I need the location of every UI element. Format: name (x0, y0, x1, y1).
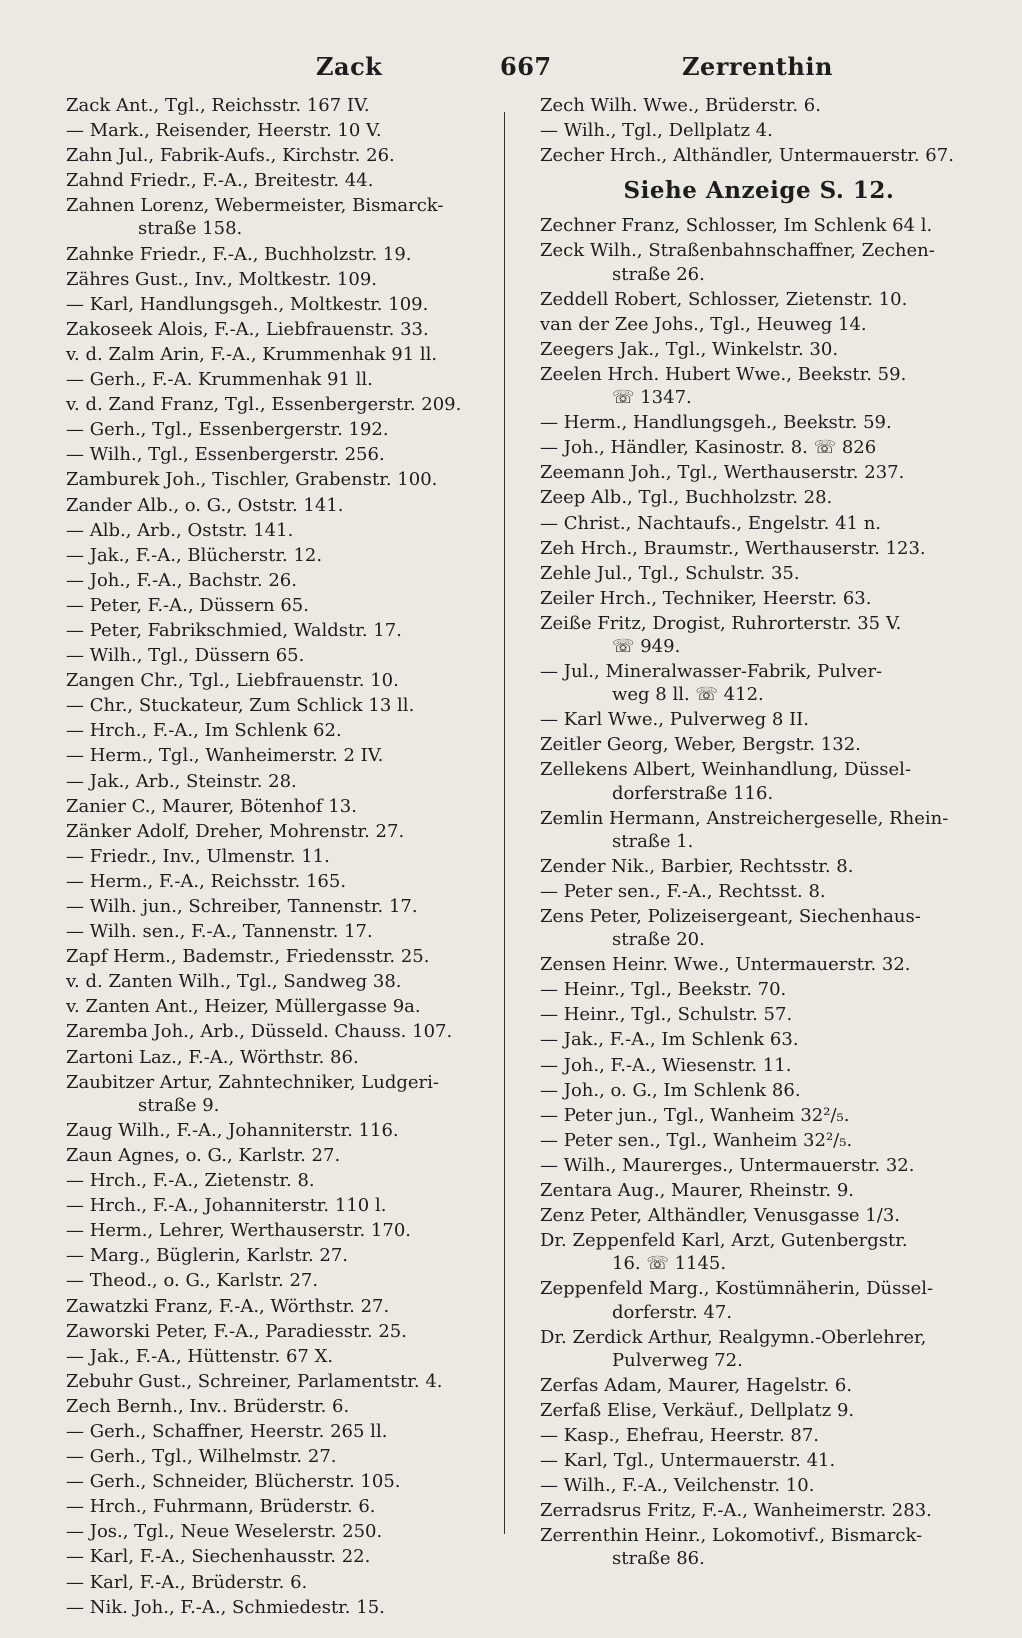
entry-main-line: — Wilh., Maurerges., Untermauerstr. 32. (540, 1154, 915, 1176)
directory-entry (66, 1596, 504, 1619)
directory-entry (66, 1269, 504, 1292)
directory-entry (66, 594, 504, 617)
directory-entry (66, 1219, 504, 1242)
directory-entry (66, 770, 504, 793)
entry-main-line: Zecher Hrch., Althändler, Untermauerstr. 67. (540, 145, 954, 167)
entry-main-line: — Peter sen., F.-A., Rechtsst. 8. (540, 880, 826, 902)
directory-entry (66, 1046, 504, 1069)
directory-entry (540, 612, 978, 658)
entry-main-line: — Herm., F.-A., Reichsstr. 165. (66, 870, 347, 892)
entry-main-line: Zack Ant., Tgl., Reichsstr. 167 IV. (66, 95, 370, 116)
directory-entry (540, 1003, 978, 1026)
entry-continuation-line: straße 158. (138, 218, 243, 240)
entry-main-line: — Mark., Reisender, Heerstr. 10 V. (66, 120, 382, 142)
entry-continuation-line: straße 86. (612, 1548, 705, 1570)
entry-main-line: Zechner Franz, Schlosser, Im Schlenk 64 l. (540, 215, 933, 237)
directory-entry (540, 119, 978, 142)
directory-entry (540, 1179, 978, 1202)
entry-main-line: Zerfas Adam, Maurer, Hagelstr. 6. (540, 1374, 853, 1396)
directory-entry (66, 1144, 504, 1167)
right-column-top (540, 94, 978, 167)
directory-entry (540, 1374, 978, 1397)
entry-main-line: — Nik. Joh., F.-A., Schmiedestr. 15. (66, 1596, 385, 1618)
directory-entry (540, 807, 978, 853)
entry-main-line: Zahnd Friedr., F.-A., Breitestr. 44. (66, 170, 374, 192)
directory-entry (540, 1474, 978, 1497)
directory-entry (66, 343, 504, 366)
directory-entry (66, 694, 504, 717)
entry-main-line: Zaun Agnes, o. G., Karlstr. 27. (66, 1144, 341, 1166)
entry-main-line: Zaug Wilh., F.-A., Johanniterstr. 116. (66, 1119, 399, 1141)
entry-main-line: Zeep Alb., Tgl., Buchholzstr. 28. (540, 487, 833, 509)
directory-entry (66, 468, 504, 491)
entry-main-line: v. d. Zalm Arin, F.-A., Krummenhak 91 ll. (66, 343, 438, 365)
entry-main-line: — Hrch., F.-A., Im Schlenk 62. (66, 720, 342, 742)
entry-continuation-line: Pulverweg 72. (612, 1349, 743, 1371)
directory-entry (66, 970, 504, 993)
directory-entry (66, 1571, 504, 1594)
entry-main-line: — Heinr., Tgl., Beekstr. 70. (540, 979, 787, 1001)
directory-entry (66, 393, 504, 416)
entry-main-line: Zapf Herm., Bademstr., Friedensstr. 25. (66, 946, 430, 968)
entry-main-line: — Joh., o. G., Im Schlenk 86. (540, 1079, 801, 1101)
entry-main-line: — Hrch., Fuhrmann, Brüderstr. 6. (66, 1496, 376, 1518)
directory-entry (66, 293, 504, 316)
right-column-bottom (540, 214, 978, 1570)
advert-notice: Siehe Anzeige S. 12. (623, 177, 895, 205)
directory-entry (540, 537, 978, 560)
directory-entry (66, 820, 504, 843)
entry-main-line: v. Zanten Ant., Heizer, Müllergasse 9a. (66, 996, 421, 1018)
entry-main-line: — Gerh., Tgl., Essenbergerstr. 192. (66, 419, 389, 441)
entry-main-line: — Karl Wwe., Pulverweg 8 II. (540, 709, 810, 731)
entry-main-line: — Karl, F.-A., Brüderstr. 6. (66, 1571, 308, 1593)
entry-main-line: — Theod., o. G., Karlstr. 27. (66, 1270, 319, 1292)
entry-continuation-line: straße 1. (612, 830, 694, 852)
directory-entry (66, 1495, 504, 1518)
entry-main-line: Zerradsrus Fritz, F.-A., Wanheimerstr. 283. (540, 1500, 932, 1522)
entry-main-line: — Wilh. sen., F.-A., Tannenstr. 17. (66, 921, 373, 943)
entry-main-line: — Jul., Mineralwasser-Fabrik, Pulver- (540, 661, 883, 683)
entry-main-line: Zeegers Jak., Tgl., Winkelstr. 30. (540, 338, 839, 360)
entry-main-line: — Karl, Tgl., Untermauerstr. 41. (540, 1450, 836, 1472)
entry-main-line: Zaremba Joh., Arb., Düsseld. Chauss. 107. (66, 1021, 453, 1043)
entry-main-line: — Wilh., Tgl., Essenbergerstr. 256. (66, 444, 385, 466)
entry-main-line: Zahnke Friedr., F.-A., Buchholzstr. 19. (66, 243, 412, 265)
entry-continuation-line: dorferstraße 116. (612, 782, 774, 804)
directory-entry (66, 895, 504, 918)
directory-entry (540, 486, 978, 509)
directory-entry (540, 1229, 978, 1275)
entry-main-line: — Herm., Tgl., Wanheimerstr. 2 IV. (66, 745, 384, 767)
directory-entry (66, 669, 504, 692)
directory-entry (540, 758, 978, 804)
entry-main-line: — Wilh., Tgl., Dellplatz 4. (540, 120, 773, 142)
entry-continuation-line: straße 20. (612, 929, 705, 951)
entry-main-line: — Jak., F.-A., Hüttenstr. 67 X. (66, 1345, 334, 1367)
directory-entry (540, 880, 978, 903)
entry-main-line: Zänker Adolf, Dreher, Mohrenstr. 27. (66, 820, 405, 842)
entry-main-line: Zangen Chr., Tgl., Liebfrauenstr. 10. (66, 670, 399, 692)
directory-entry (540, 1524, 978, 1570)
directory-entry (66, 1545, 504, 1568)
entry-main-line: Zender Nik., Barbier, Rechtsstr. 8. (540, 855, 854, 877)
entry-main-line: Zeelen Hrch. Hubert Wwe., Beekstr. 59. (540, 363, 907, 385)
entry-main-line: — Marg., Büglerin, Karlstr. 27. (66, 1245, 349, 1267)
entry-main-line: — Friedr., Inv., Ulmenstr. 11. (66, 845, 330, 867)
entry-main-line: — Jos., Tgl., Neue Weselerstr. 250. (66, 1521, 383, 1543)
directory-entry (540, 461, 978, 484)
entry-main-line: — Gerh., Tgl., Wilhelmstr. 27. (66, 1446, 337, 1468)
entry-main-line: Zenz Peter, Althändler, Venusgasse 1/3. (540, 1205, 900, 1227)
entry-main-line: Zeh Hrch., Braumstr., Werthauserstr. 123. (540, 537, 926, 559)
entry-main-line: Dr. Zerdick Arthur, Realgymn.-Oberlehrer, (540, 1326, 927, 1348)
directory-entry (540, 733, 978, 756)
directory-entry (66, 569, 504, 592)
entry-main-line: Zahn Jul., Fabrik-Aufs., Kirchstr. 26. (66, 145, 395, 167)
entry-main-line: Zemlin Hermann, Anstreichergeselle, Rhein- (540, 807, 949, 829)
directory-entry (66, 1370, 504, 1393)
entry-main-line: — Joh., F.-A., Wiesenstr. 11. (540, 1054, 792, 1076)
entry-main-line: — Kasp., Ehefrau, Heerstr. 87. (540, 1424, 820, 1446)
directory-entry (540, 338, 978, 361)
entry-main-line: Zartoni Laz., F.-A., Wörthstr. 86. (66, 1046, 359, 1068)
directory-entry (540, 239, 978, 285)
entry-main-line: Zaubitzer Artur, Zahntechniker, Ludgeri- (66, 1071, 439, 1093)
directory-entry (66, 845, 504, 868)
header-right-word: Zerrenthin (682, 52, 833, 81)
entry-main-line: Zander Alb., o. G., Oststr. 141. (66, 494, 344, 516)
page-header (66, 52, 978, 94)
entry-main-line: Zentara Aug., Maurer, Rheinstr. 9. (540, 1180, 854, 1202)
directory-entry (66, 870, 504, 893)
directory-entry (540, 1028, 978, 1051)
directory-entry (540, 1129, 978, 1152)
directory-entry (540, 288, 978, 311)
directory-entry (540, 905, 978, 951)
directory-entry (66, 744, 504, 767)
entry-main-line: — Jak., F.-A., Blücherstr. 12. (66, 544, 323, 566)
directory-entry (66, 418, 504, 441)
entry-main-line: — Joh., Händler, Kasinostr. 8. ☏ 826 (540, 437, 877, 459)
directory-entry (66, 1320, 504, 1343)
entry-main-line: — Wilh. jun., Schreiber, Tannenstr. 17. (66, 896, 418, 917)
entry-main-line: — Wilh., Tgl., Düssern 65. (66, 645, 305, 667)
directory-entry (540, 144, 978, 167)
directory-entry (66, 119, 504, 142)
entry-main-line: — Herm., Lehrer, Werthauserstr. 170. (66, 1220, 411, 1242)
directory-entry (66, 1071, 504, 1117)
entry-main-line: — Hrch., F.-A., Zietenstr. 8. (66, 1170, 315, 1192)
entry-main-line: — Peter jun., Tgl., Wanheim 32²/₅. (540, 1104, 850, 1126)
entry-main-line: Zeddell Robert, Schlosser, Zietenstr. 10. (540, 288, 908, 310)
entry-main-line: Zech Bernh., Inv.. Brüderstr. 6. (66, 1395, 350, 1417)
entry-main-line: — Peter sen., Tgl., Wanheim 32²/₅. (540, 1129, 853, 1151)
entry-main-line: Zebuhr Gust., Schreiner, Parlamentstr. 4. (66, 1370, 443, 1392)
entry-main-line: — Jak., Arb., Steinstr. 28. (66, 770, 297, 792)
entry-main-line: — Wilh., F.-A., Veilchenstr. 10. (540, 1475, 815, 1497)
directory-entry (66, 544, 504, 567)
directory-entry (66, 1169, 504, 1192)
entry-main-line: — Heinr., Tgl., Schulstr. 57. (540, 1004, 793, 1026)
directory-entry (540, 1104, 978, 1127)
directory-entry (66, 94, 504, 117)
directory-entry (540, 1326, 978, 1372)
entry-main-line: Zeitler Georg, Weber, Bergstr. 132. (540, 734, 861, 756)
directory-entry (66, 194, 504, 240)
entry-main-line: Zellekens Albert, Weinhandlung, Düssel- (540, 759, 912, 781)
directory-entry (540, 1204, 978, 1227)
directory-entry (540, 660, 978, 706)
entry-main-line: Zech Wilh. Wwe., Brüderstr. 6. (540, 95, 821, 116)
directory-entry (66, 144, 504, 167)
entry-main-line: — Gerh., F.-A. Krummenhak 91 ll. (66, 369, 373, 391)
column-divider (504, 112, 505, 1534)
directory-entry (66, 945, 504, 968)
entry-main-line: v. d. Zand Franz, Tgl., Essenbergerstr. 209. (66, 394, 462, 416)
directory-entry (540, 411, 978, 434)
directory-entry (66, 920, 504, 943)
directory-entry (540, 1499, 978, 1522)
entry-main-line: — Karl, F.-A., Siechenhausstr. 22. (66, 1546, 371, 1568)
directory-entry (66, 1345, 504, 1368)
entry-main-line: — Gerh., Schneider, Blücherstr. 105. (66, 1471, 401, 1493)
directory-entry (540, 953, 978, 976)
entry-main-line: Zeppenfeld Marg., Kostümnäherin, Düssel- (540, 1278, 934, 1300)
directory-entry (540, 708, 978, 731)
entry-continuation-line: ☏ 1347. (612, 387, 692, 409)
directory-entry (66, 243, 504, 266)
entry-main-line: — Karl, Handlungsgeh., Moltkestr. 109. (66, 293, 429, 315)
directory-entry (66, 1020, 504, 1043)
entry-main-line: v. d. Zanten Wilh., Tgl., Sandweg 38. (66, 971, 402, 993)
entry-continuation-line: weg 8 ll. ☏ 412. (612, 684, 764, 706)
left-column (66, 94, 504, 1618)
directory-columns (66, 94, 978, 1618)
directory-entry (540, 436, 978, 459)
directory-entry (540, 1449, 978, 1472)
directory-entry (540, 1277, 978, 1323)
entry-main-line: Zensen Heinr. Wwe., Untermauerstr. 32. (540, 954, 911, 976)
entry-main-line: Zeemann Joh., Tgl., Werthauserstr. 237. (540, 462, 905, 484)
directory-entry (66, 644, 504, 667)
entry-main-line: — Christ., Nachtaufs., Engelstr. 41 n. (540, 512, 882, 534)
entry-main-line: Zeck Wilh., Straßenbahnschaffner, Zechen- (540, 240, 935, 262)
entry-main-line: — Joh., F.-A., Bachstr. 26. (66, 569, 297, 591)
directory-entry (66, 1194, 504, 1217)
entry-main-line: Zawatzki Franz, F.-A., Wörthstr. 27. (66, 1295, 390, 1317)
entry-continuation-line: ☏ 949. (612, 635, 681, 657)
directory-entry (66, 1244, 504, 1267)
directory-entry (540, 313, 978, 336)
directory-entry (540, 512, 978, 535)
directory-entry (540, 363, 978, 409)
directory-entry (540, 855, 978, 878)
directory-entry (66, 1420, 504, 1443)
entry-continuation-line: dorferstr. 47. (612, 1301, 733, 1323)
directory-entry (540, 1399, 978, 1422)
entry-main-line: — Herm., Handlungsgeh., Beekstr. 59. (540, 412, 892, 434)
entry-main-line: — Chr., Stuckateur, Zum Schlick 13 ll. (66, 695, 415, 717)
directory-entry (66, 318, 504, 341)
entry-main-line: — Jak., F.-A., Im Schlenk 63. (540, 1029, 799, 1051)
directory-entry (540, 1079, 978, 1102)
entry-main-line: — Hrch., F.-A., Johanniterstr. 110 l. (66, 1195, 387, 1217)
directory-entry (540, 94, 978, 117)
directory-entry (66, 719, 504, 742)
entry-main-line: Zeiler Hrch., Techniker, Heerstr. 63. (540, 587, 872, 609)
entry-main-line: Zahnen Lorenz, Webermeister, Bismarck- (66, 195, 444, 217)
entry-continuation-line: straße 9. (138, 1094, 220, 1116)
directory-entry (540, 587, 978, 610)
right-column (540, 94, 978, 1594)
directory-entry (66, 494, 504, 517)
entry-main-line: Zerrenthin Heinr., Lokomotivf., Bismarck- (540, 1525, 923, 1547)
entry-main-line: Zaworski Peter, F.-A., Paradiesstr. 25. (66, 1320, 407, 1342)
entry-main-line: van der Zee Johs., Tgl., Heuweg 14. (540, 313, 867, 335)
directory-entry (540, 562, 978, 585)
entry-main-line: — Alb., Arb., Oststr. 141. (66, 519, 294, 541)
entry-main-line: Dr. Zeppenfeld Karl, Arzt, Gutenbergstr. (540, 1230, 908, 1252)
directory-entry (66, 1119, 504, 1142)
directory-entry (66, 1470, 504, 1493)
entry-main-line: Zamburek Joh., Tischler, Grabenstr. 100. (66, 469, 438, 491)
page-number: 667 (500, 52, 552, 81)
directory-entry (540, 214, 978, 237)
directory-entry (540, 1054, 978, 1077)
entry-main-line: — Gerh., Schaffner, Heerstr. 265 ll. (66, 1420, 388, 1442)
entry-main-line: Zeiße Fritz, Drogist, Ruhrorterstr. 35 V. (540, 612, 902, 634)
directory-entry (66, 169, 504, 192)
entry-main-line: Zerfaß Elise, Verkäuf., Dellplatz 9. (540, 1399, 855, 1421)
directory-entry (540, 978, 978, 1001)
directory-entry (66, 268, 504, 291)
directory-entry (66, 995, 504, 1018)
directory-entry (66, 1295, 504, 1318)
directory-entry (66, 795, 504, 818)
directory-entry (66, 1445, 504, 1468)
directory-entry (66, 368, 504, 391)
entry-continuation-line: 16. ☏ 1145. (612, 1253, 727, 1275)
entry-main-line: Zanier C., Maurer, Bötenhof 13. (66, 795, 357, 817)
directory-entry (540, 1154, 978, 1177)
entry-main-line: — Peter, F.-A., Düssern 65. (66, 594, 309, 616)
directory-entry (66, 1520, 504, 1543)
entry-main-line: — Peter, Fabrikschmied, Waldstr. 17. (66, 619, 402, 641)
header-left-word: Zack (316, 52, 383, 81)
directory-entry (66, 1395, 504, 1418)
entry-main-line: Zehle Jul., Tgl., Schulstr. 35. (540, 562, 800, 584)
entry-main-line: Zens Peter, Polizeisergeant, Siechenhaus- (540, 906, 921, 927)
directory-entry (66, 443, 504, 466)
entry-main-line: Zakoseek Alois, F.-A., Liebfrauenstr. 33. (66, 318, 429, 340)
directory-entry (66, 619, 504, 642)
directory-entry (66, 519, 504, 542)
directory-entry (540, 1424, 978, 1447)
entry-continuation-line: straße 26. (612, 263, 705, 285)
entry-main-line: Zähres Gust., Inv., Moltkestr. 109. (66, 268, 377, 290)
